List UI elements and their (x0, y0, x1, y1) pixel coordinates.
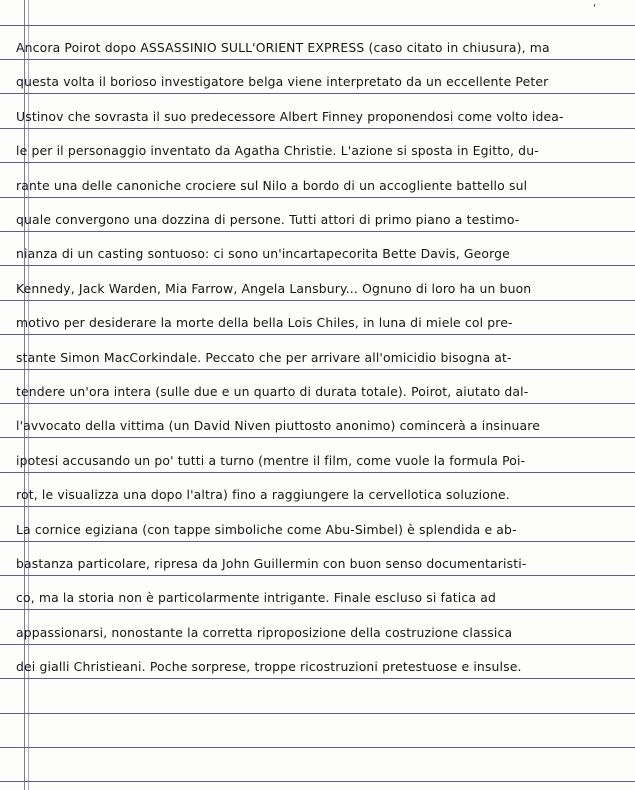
text-line: questa volta il borioso investigatore belga viene interpretato da un eccellente Peter (16, 74, 549, 89)
text-line: rot, le visualizza una dopo l'altra) fino a raggiungere la cervellotica soluzione. (16, 487, 510, 502)
corner-mark: ʼ (591, 1, 600, 16)
text-line: stante Simon MacCorkindale. Peccato che per arrivare all'omicidio bisogna at- (16, 350, 512, 365)
text-line: bastanza particolare, ripresa da John Guillermin con buon senso documentaristi- (16, 556, 527, 571)
text-line: rante una delle canoniche crociere sul Nilo a bordo di un accogliente battello sul (16, 178, 528, 193)
text-line: quale convergono una dozzina di persone. Tutti attori di primo piano a testimo- (16, 212, 520, 227)
text-line: appassionarsi, nonostante la corretta riproposizione della costruzione classica (16, 625, 513, 640)
ruled-line (0, 747, 635, 748)
text-line: La cornice egiziana (con tappe simboliche come Abu-Simbel) è splendida e ab- (16, 522, 517, 537)
text-line: dei gialli Christieani. Poche sorprese, troppe ricostruzioni pretestuose e insulse. (16, 659, 522, 674)
ruled-line (0, 25, 635, 26)
text-line: tendere un'ora intera (sulle due e un quarto di durata totale). Poirot, aiutato dal- (16, 384, 529, 399)
text-line: le per il personaggio inventato da Agatha Christie. L'azione si sposta in Egitto, du- (16, 143, 539, 158)
text-line: l'avvocato della vittima (un David Niven piuttosto anonimo) comincerà a insinuare (16, 418, 541, 433)
text-line: co, ma la storia non è particolarmente intrigante. Finale escluso si fatica ad (16, 590, 496, 605)
text-line: Ustinov che sovrasta il suo predecessore Albert Finney proponendosi come volto idea- (16, 109, 564, 124)
text-line: motivo per desiderare la morte della bella Lois Chiles, in luna di miele col pre- (16, 315, 513, 330)
text-line: Kennedy, Jack Warden, Mia Farrow, Angela Lansbury... Ognuno di loro ha un buon (16, 281, 532, 296)
ruled-line (0, 781, 635, 782)
text-line: Ancora Poirot dopo ASSASSINIO SULL'ORIENT EXPRESS (caso citato in chiusura), ma (16, 40, 550, 55)
text-line: nianza di un casting sontuoso: ci sono un'incartapecorita Bette Davis, George (16, 246, 510, 261)
text-line: ipotesi accusando un po' tutti a turno (mentre il film, come vuole la formula Poi- (16, 453, 526, 468)
ruled-line (0, 713, 635, 714)
